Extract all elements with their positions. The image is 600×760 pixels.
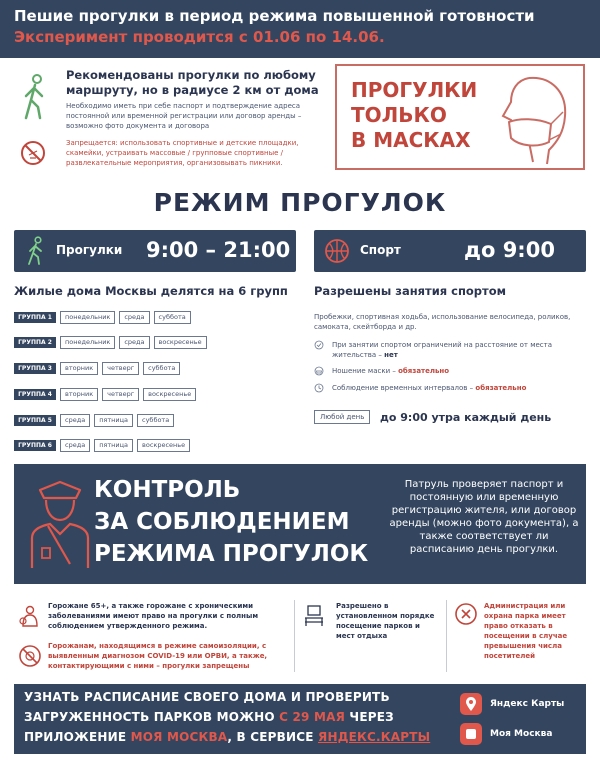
rule-text: При занятии спортом ограничений на расстояние от места жительства – xyxy=(332,341,553,359)
group-day: среда xyxy=(119,336,149,349)
group-tag: ГРУППА 2 xyxy=(14,337,56,348)
group-row xyxy=(14,438,190,452)
group-row xyxy=(14,413,174,427)
groups-title: Жилые дома Москвы делятся на 6 групп xyxy=(14,284,288,298)
control-line-3: РЕЖИМА ПРОГУЛОК xyxy=(94,541,369,567)
masks-line-1: ПРОГУЛКИ xyxy=(351,78,478,102)
isolation-text: Горожанам, находящимся в режиме самоизоляции, с выявленным диагнозом COVID-19 или ОРВИ, а также, контактирующими с ними – прогулки запрещены xyxy=(48,642,268,670)
sport-rule-intervals xyxy=(314,383,584,393)
app-yandex-maps[interactable] xyxy=(460,692,564,716)
page-subtitle: Эксперимент проводится с 01.06 по 14.06. xyxy=(14,28,385,46)
park-bench-icon xyxy=(302,604,326,628)
masks-line-3: В МАСКАХ xyxy=(351,128,471,152)
footer-text: ЧЕРЕЗ xyxy=(345,710,394,724)
group-tag: ГРУППА 3 xyxy=(14,363,56,374)
group-row xyxy=(14,310,191,324)
footer-text: ЗАГРУЖЕННОСТЬ ПАРКОВ МОЖНО xyxy=(24,710,280,724)
divider xyxy=(294,600,295,672)
check-circle-icon xyxy=(314,340,324,350)
group-row xyxy=(14,361,180,375)
app-label: Моя Москва xyxy=(490,729,553,739)
rule-text: Соблюдение временных интервалов – xyxy=(332,384,474,392)
group-tag: ГРУППА 5 xyxy=(14,415,56,426)
control-line-1: КОНТРОЛЬ xyxy=(94,477,241,503)
group-tag: ГРУППА 6 xyxy=(14,440,56,451)
footer-banner xyxy=(14,684,586,754)
divider xyxy=(446,600,447,672)
walking-person-icon xyxy=(20,74,50,120)
ban-text: Запрещается: использовать спортивные и детские площадки, скамейки, устраивать массовые / групповые спортивные / развлекательные мероприятия, организовывать пикники. xyxy=(66,139,299,167)
sport-description: Пробежки, спортивная ходьба, использование велосипеда, роликов, самоката, скейтборда и др. xyxy=(314,313,571,331)
walk-label: Прогулки xyxy=(56,243,123,257)
walking-person-icon xyxy=(22,236,52,266)
prohibited-icon xyxy=(20,140,46,166)
yandex-maps-link[interactable]: ЯНДЕКС.КАРТЫ xyxy=(318,730,431,744)
group-day: вторник xyxy=(60,388,98,401)
mask-icon xyxy=(314,366,324,376)
sport-rule-mask xyxy=(314,366,584,376)
group-day: четверг xyxy=(102,388,139,401)
group-day: суббота xyxy=(143,362,180,375)
control-line-2: ЗА СОБЛЮДЕНИЕМ xyxy=(94,509,350,535)
header-banner xyxy=(0,0,600,58)
rule-text: Ношение маски – xyxy=(332,367,396,375)
group-day: понедельник xyxy=(60,336,115,349)
masks-notice xyxy=(335,64,585,170)
seniors-text: Горожане 65+, а также горожане с хроническими заболеваниями имеют право на прогулки с полным соблюдением утвержденного режима. xyxy=(48,602,259,630)
group-day: среда xyxy=(60,439,90,452)
parks-text: Разрешено в установленном порядке посещение парков и мест отдыха xyxy=(336,602,435,640)
control-banner xyxy=(14,464,586,584)
group-day: понедельник xyxy=(60,311,115,324)
group-day: суббота xyxy=(137,414,174,427)
footer-text: ПРИЛОЖЕНИЕ xyxy=(24,730,131,744)
group-tag: ГРУППА 1 xyxy=(14,312,56,323)
footer-date: С 29 МАЯ xyxy=(279,710,346,724)
page-title: Пешие прогулки в период режима повышенной готовности xyxy=(14,7,535,25)
masks-line-2: ТОЛЬКО xyxy=(351,103,447,127)
rule-value: обязательно xyxy=(398,367,450,375)
group-row xyxy=(14,387,196,401)
app-moya-moskva[interactable] xyxy=(460,722,552,746)
group-day: воскресенье xyxy=(143,388,196,401)
sport-title: Разрешены занятия спортом xyxy=(314,284,507,298)
group-tag: ГРУППА 4 xyxy=(14,389,56,400)
sport-rule-distance xyxy=(314,340,584,360)
group-day: пятница xyxy=(94,439,133,452)
ball-icon xyxy=(322,236,352,266)
rule-value: нет xyxy=(384,351,398,359)
group-day: среда xyxy=(60,414,90,427)
senior-person-icon xyxy=(18,604,42,628)
app-label: Яндекс Карты xyxy=(490,699,565,709)
face-mask-icon xyxy=(489,72,575,166)
group-day: пятница xyxy=(94,414,133,427)
virus-prohibited-icon xyxy=(18,644,42,668)
sport-hours-bar xyxy=(314,230,586,272)
group-day: вторник xyxy=(60,362,98,375)
group-day: суббота xyxy=(154,311,191,324)
patrol-text: Патруль проверяет паспорт и постоянную или временную регистрацию жителя, или договор аренды (можно фото документа), а также соответствует ли расписанию день прогулки. xyxy=(389,479,579,555)
group-day: четверг xyxy=(102,362,139,375)
group-day: воскресенье xyxy=(137,439,190,452)
recommend-title: Рекомендованы прогулки по любому маршруту, но в радиусе 2 км от дома xyxy=(66,68,319,97)
cross-circle-icon xyxy=(454,602,478,626)
footer-line-1: УЗНАТЬ РАСПИСАНИЕ СВОЕГО ДОМА И ПРОВЕРИТЬ xyxy=(24,690,390,704)
moya-moskva-icon xyxy=(460,723,482,745)
rule-value: обязательно xyxy=(475,384,527,392)
clock-icon xyxy=(314,383,324,393)
recommend-text: Необходимо иметь при себе паспорт и подтверждение адреса постоянной или временной регистрации или договор аренды – возможно фото документа и договора xyxy=(66,102,302,130)
police-officer-icon xyxy=(26,478,92,570)
yandex-maps-icon xyxy=(460,693,482,715)
sport-label: Спорт xyxy=(360,243,401,257)
group-row xyxy=(14,335,207,349)
any-day-text: до 9:00 утра каждый день xyxy=(380,411,552,424)
admin-text: Администрация или охрана парка имеет право отказать в посещении в случае превышения числа посетителей xyxy=(484,602,568,660)
sport-time: до 9:00 xyxy=(464,238,555,262)
group-day: воскресенье xyxy=(154,336,207,349)
footer-line-2 xyxy=(24,710,394,724)
any-day-tag: Любой день xyxy=(314,410,370,424)
moya-moskva-link[interactable]: МОЯ МОСКВА xyxy=(130,730,228,744)
group-day: среда xyxy=(119,311,149,324)
footer-line-3 xyxy=(24,730,430,744)
walk-hours-bar xyxy=(14,230,296,272)
mode-title: РЕЖИМ ПРОГУЛОК xyxy=(153,188,447,217)
footer-text: , В СЕРВИСЕ xyxy=(227,730,319,744)
walk-time: 9:00 – 21:00 xyxy=(146,238,291,262)
